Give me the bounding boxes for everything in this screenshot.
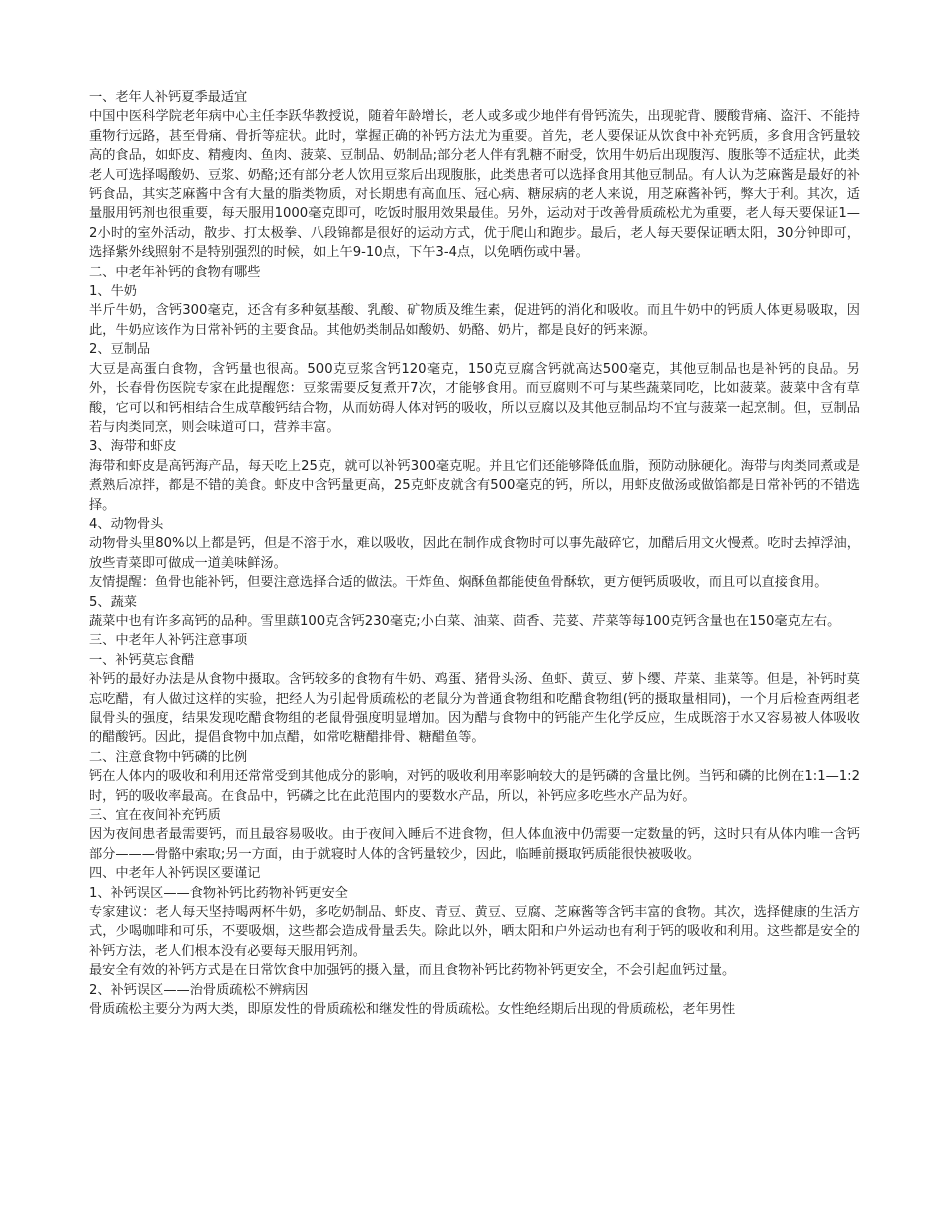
subheading-milk: 1、牛奶 [89,284,137,300]
subheading-vegetables: 5、蔬菜 [89,594,137,610]
paragraph-night-calcium: 因为夜间患者最需要钙，而且最容易吸收。由于夜间入睡后不进食物，但人体血液中仍需要一定数量的钙，这时只有从体内唯一含钙部分———骨骼中索取;另一方面，由于就寝时人体的含钙量较少，因此，临睡前摄取钙质能很快被吸收。 [89,827,860,862]
section-heading-4: 四、中老年人补钙误区要谨记 [89,866,261,882]
paragraph-fish-bone-tip: 友情提醒：鱼骨也能补钙，但要注意选择合适的做法。干炸鱼、焖酥鱼都能使鱼骨酥软，更方便钙质吸收，而且可以直接食用。 [89,575,828,591]
section-heading-3: 三、中老年人补钙注意事项 [89,633,248,649]
paragraph-expert-advice: 专家建议：老人每天坚持喝两杯牛奶，多吃奶制品、虾皮、青豆、黄豆、豆腐、芝麻酱等含钙丰富的食物。其次，选择健康的生活方式，少喝咖啡和可乐，不要吸烟，这些都会造成骨量丢失。除此以外，晒太阳和户外运动也有利于钙的吸收和利用。这些都是安全的补钙方法，老人们根本没有必要每天服用钙剂。 [89,905,860,959]
paragraph-vinegar: 补钙的最好办法是从食物中摄取。含钙较多的食物有牛奶、鸡蛋、猪骨头汤、鱼虾、黄豆、萝卜缨、芹菜、韭菜等。但是，补钙时莫忘吃醋，有人做过这样的实验，把经人为引起骨质疏松的老鼠分为普通食物组和吃醋食物组(钙的摄取量相同)，一个月后检查两组老鼠骨头的强度，结果发现吃醋食物组的老鼠骨强度明显增加。因为醋与食物中的钙能产生化学反应，生成既溶于水又容易被人体吸收的醋酸钙。因此，提倡食物中加点醋，如常吃糖醋排骨、糖醋鱼等。 [89,672,860,746]
section-heading-1: 一、老年人补钙夏季最适宜 [89,90,248,105]
paragraph-soy: 大豆是高蛋白食物，含钙量也很高。500克豆浆含钙120毫克，150克豆腐含钙就高达500毫克，其他豆制品也是补钙的良品。另外，长春骨伤医院专家在此提醒您：豆浆需要反复煮开7次，才能够食用。而豆腐则不可与某些蔬菜同吃，比如菠菜。菠菜中含有草酸，它可以和钙相结合生成草酸钙结合物，从而妨碍人体对钙的吸收，所以豆腐以及其他豆制品均不宜与菠菜一起烹制。但，豆制品若与肉类同烹，则会味道可口，营养丰富。 [89,361,860,435]
subheading-kelp-shrimp: 3、海带和虾皮 [89,439,177,455]
subheading-soy: 2、豆制品 [89,342,151,358]
subheading-myth-1: 1、补钙误区——食物补钙比药物补钙更安全 [89,885,348,901]
subheading-vinegar: 一、补钙莫忘食醋 [89,652,195,668]
paragraph-osteoporosis: 骨质疏松主要分为两大类，即原发性的骨质疏松和继发性的骨质疏松。女性绝经期后出现的骨质疏松，老年男性 [89,1002,736,1018]
paragraph-vegetables: 蔬菜中也有许多高钙的品种。雪里蕻100克含钙230毫克;小白菜、油菜、茴香、芫荽、芹菜等每100克钙含量也在150毫克左右。 [89,613,841,629]
subheading-bones: 4、动物骨头 [89,516,164,532]
subheading-myth-2: 2、补钙误区——治骨质疏松不辨病因 [89,982,309,998]
subheading-night-calcium: 三、宜在夜间补充钙质 [89,808,221,824]
subheading-calcium-phosphorus: 二、注意食物中钙磷的比例 [89,749,248,765]
paragraph-milk: 半斤牛奶，含钙300毫克，还含有多种氨基酸、乳酸、矿物质及维生素，促进钙的消化和吸收。而且牛奶中的钙质人体更易吸取，因此，牛奶应该作为日常补钙的主要食品。其他奶类制品如酸奶、奶酪、奶片，都是良好的钙来源。 [89,303,860,338]
paragraph-safest-method: 最安全有效的补钙方式是在日常饮食中加强钙的摄入量，而且食物补钙比药物补钙更安全，不会引起血钙过量。 [89,963,736,979]
paragraph-summer-calcium: 中国中医科学院老年病中心主任李跃华教授说，随着年龄增长，老人或多或少地伴有骨钙流失，出现驼背、腰酸背痛、盗汗、不能持重物行远路，甚至骨痛、骨折等症状。此时，掌握正确的补钙方法尤为重要。首先，老人要保证从饮食中补充钙质，多食用含钙量较高的食品，如虾皮、精瘦肉、鱼肉、菠菜、豆制品、奶制品;部分老人伴有乳糖不耐受，饮用牛奶后出现腹泻、腹胀等不适症状，此类老人可选择喝酸奶、豆浆、奶酪;还有部分老人饮用豆浆后出现腹胀，此类患者可以选择食用其他豆制品。有人认为芝麻酱是最好的补钙食品，其实芝麻酱中含有大量的脂类物质，对长期患有高血压、冠心病、糖尿病的老人来说，用芝麻酱补钙，弊大于利。其次，适量服用钙剂也很重要，每天服用1000毫克即可，吃饭时服用效果最佳。另外，运动对于改善骨质疏松尤为重要，老人每天要保证1—2小时的室外活动，散步、打太极拳、八段锦都是很好的运动方式，优于爬山和跑步。最后，老人每天要保证晒太阳，30分钟即可，选择紫外线照射不是特别强烈的时候，如上午9-10点，下午3-4点，以免晒伤或中暑。 [89,109,860,261]
paragraph-calcium-phosphorus: 钙在人体内的吸收和利用还常常受到其他成分的影响，对钙的吸收利用率影响较大的是钙磷的含量比例。当钙和磷的比例在1:1—1:2时，钙的吸收率最高。在食品中，钙磷之比在此范围内的要数水产品，所以，补钙应多吃些水产品为好。 [89,769,860,804]
paragraph-kelp-shrimp: 海带和虾皮是高钙海产品，每天吃上25克，就可以补钙300毫克呢。并且它们还能够降低血脂，预防动脉硬化。海带与肉类同煮或是煮熟后凉拌，都是不错的美食。虾皮中含钙量更高，25克虾皮就含有500毫克的钙，所以，用虾皮做汤或做馅都是日常补钙的不错选择。 [89,458,860,513]
paragraph-bones: 动物骨头里80%以上都是钙，但是不溶于水，难以吸收，因此在制作成食物时可以事先敲碎它，加醋后用文火慢煮。吃时去掉浮油，放些青菜即可做成一道美味鲜汤。 [89,536,860,571]
section-heading-2: 二、中老年补钙的食物有哪些 [89,264,261,280]
